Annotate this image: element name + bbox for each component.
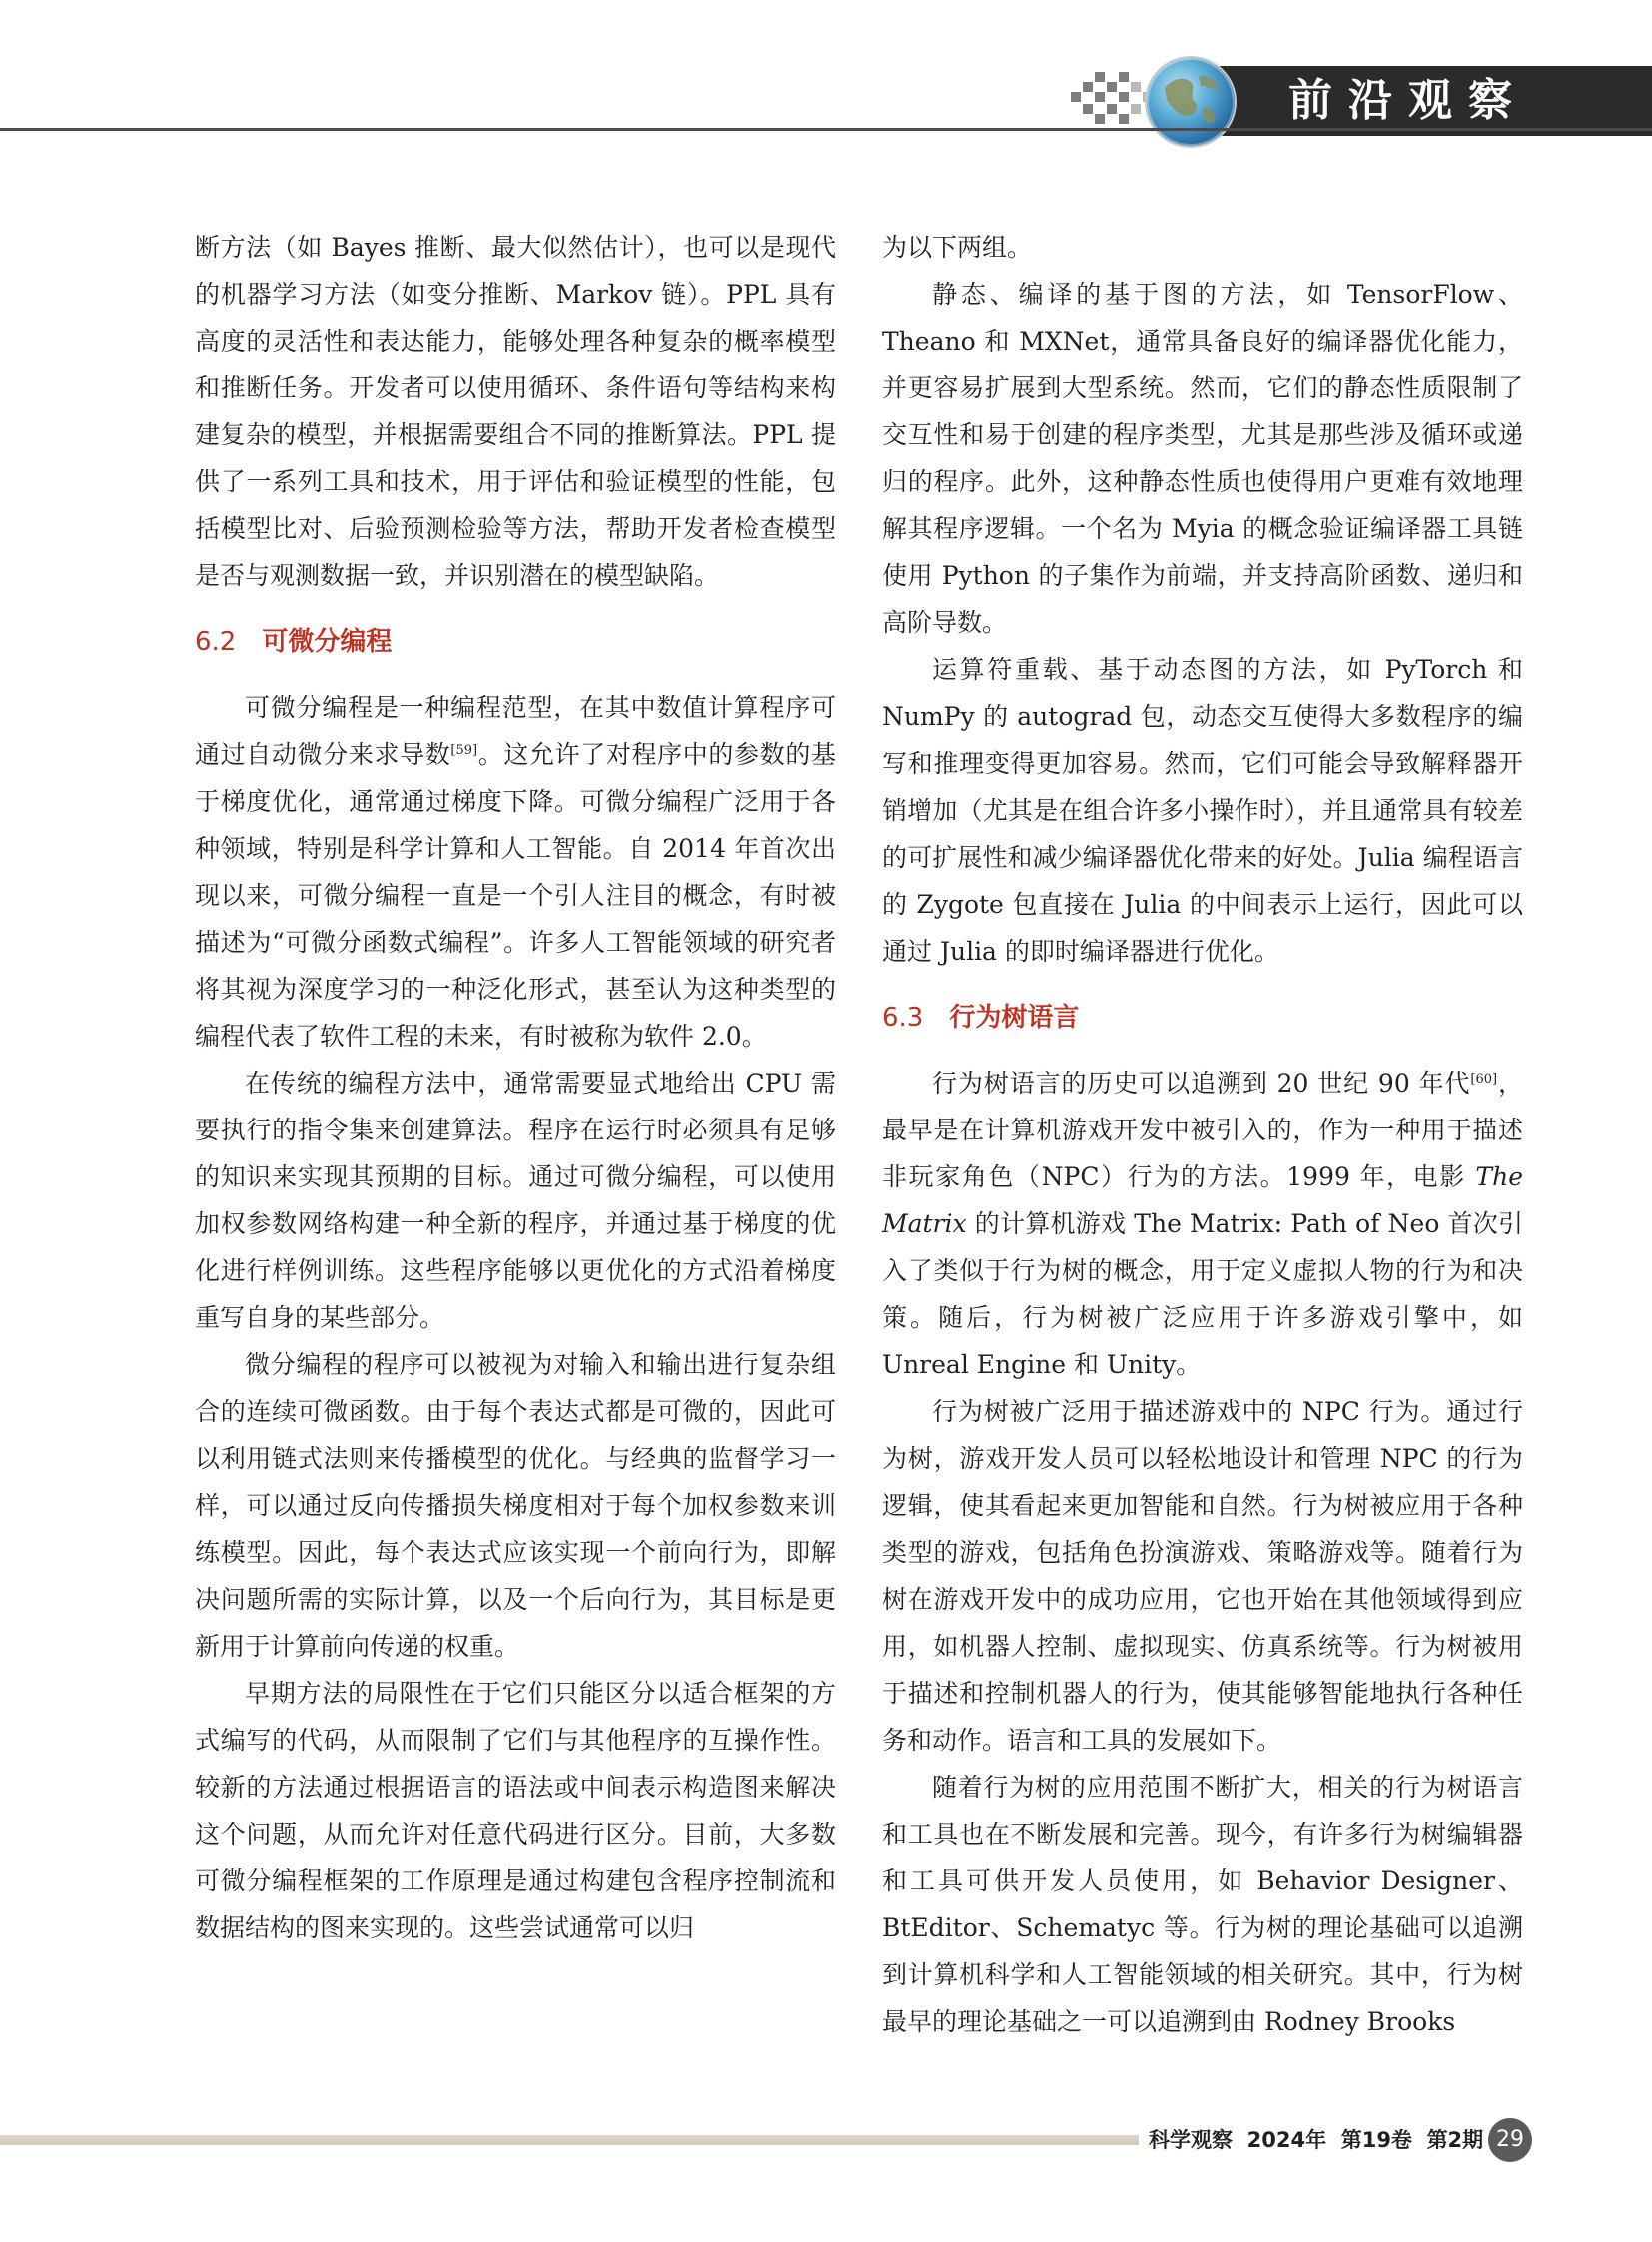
section-heading-6-3 — [882, 994, 1523, 1042]
footer-band — [0, 2135, 1139, 2145]
text-run: 。这允许了对程序中的参数的基于梯度优化，通常通过梯度下降。可微分编程广泛用于各种领域，特别是科学计算和人工智能。自 2014 年首次出现以来，可微分编程一直是一个引人注目的概念，有时被描述为“可微分函数式编程”。许多人工智能领域的研究者将其视为深度学习的一种泛化形式，甚至认为这种类型的编程代表了软件工程的未来，有时被称为软件 2.0。 — [195, 740, 836, 1051]
paragraph — [195, 684, 836, 1060]
footer-journal-info — [1149, 2123, 1483, 2157]
film-title: The Matrix — [882, 1162, 1523, 1238]
journal-issue: 第2期 — [1426, 2128, 1484, 2152]
paragraph: 早期方法的局限性在于它们只能区分以适合框架的方式编写的代码，从而限制了它们与其他程序的互操作性。较新的方法通过根据语言的语法或中间表示构造图来解决这个问题，从而允许对任意代码进行区分。目前，大多数可微分编程框架的工作原理是通过构建包含程序控制流和数据结构的图来实现的。这些尝试通常可以归 — [195, 1679, 836, 1942]
heading-number: 6.2 — [195, 627, 237, 657]
page-number: 29 — [1488, 2118, 1532, 2162]
journal-volume: 第19卷 — [1340, 2128, 1412, 2152]
text-run: 的计算机游戏 The Matrix: Path of Neo 首次引入了类似于行为树的概念，用于定义虚拟人物的行为和决策。随后，行为树被广泛应用于许多游戏引擎中，如 Unreal Engine 和 Unity。 — [882, 1209, 1523, 1379]
paragraph: 微分编程的程序可以被视为对输入和输出进行复杂组合的连续可微函数。由于每个表达式都是可微的，因此可以利用链式法则来传播模型的优化。与经典的监督学习一样，可以通过反向传播损失梯度相对于每个加权参数来训练模型。因此，每个表达式应该实现一个前向行为，即解决问题所需的实际计算，以及一个后向行为，其目标是更新用于计算前向传递的权重。 — [195, 1350, 836, 1661]
heading-number: 6.3 — [882, 1003, 924, 1033]
heading-title: 可微分编程 — [262, 627, 393, 657]
paragraph: 运算符重载、基于动态图的方法，如 PyTorch 和 NumPy 的 autograd 包，动态交互使得大多数程序的编写和推理变得更加容易。然而，它们可能会导致解释器开销增加（尤其是在组合许多小操作时），并且通常具有较差的可扩展性和减少编译器优化带来的好处。Julia 编程语言的 Zygote 包直接在 Julia 的中间表示上运行，因此可以通过 Julia 的即时编译器进行优化。 — [882, 655, 1523, 966]
paragraph — [882, 1060, 1523, 1388]
globe-icon — [1147, 58, 1235, 146]
journal-year: 2024年 — [1246, 2128, 1327, 2152]
text-run: 行为树语言的历史可以追溯到 20 世纪 90 年代 — [932, 1069, 1471, 1098]
paragraph: 随着行为树的应用范围不断扩大，相关的行为树语言和工具也在不断发展和完善。现今，有许多行为树编辑器和工具可供开发人员使用，如 Behavior Designer、BtEditor、Schematyc 等。行为树的理论基础可以追溯到计算机科学和人工智能领域的相关研究。其中，行为树最早的理论基础之一可以追溯到由 Rodney Brooks — [882, 1773, 1523, 2036]
page-header — [0, 0, 1652, 140]
section-title: 前沿观察 — [1288, 75, 1528, 126]
paragraph: 断方法（如 Bayes 推断、最大似然估计），也可以是现代的机器学习方法（如变分推断、Markov 链）。PPL 具有高度的灵活性和表达能力，能够处理各种复杂的概率模型和推断任务。开发者可以使用循环、条件语句等结构来构建复杂的模型，并根据需要组合不同的推断算法。PPL 提供了一系列工具和技术，用于评估和验证模型的性能，包括模型比对、后验预测检验等方法，帮助开发者检查模型是否与观测数据一致，并识别潜在的模型缺陷。 — [195, 233, 836, 590]
text-run: ，最早是在计算机游戏开发中被引入的，作为一种用于描述非玩家角色（NPC）行为的方法。1999 年，电影 — [882, 1069, 1523, 1191]
right-column — [882, 224, 1523, 2045]
header-rule — [0, 128, 1652, 131]
paragraph: 静态、编译的基于图的方法，如 TensorFlow、Theano 和 MXNet，通常具备良好的编译器优化能力，并更容易扩展到大型系统。然而，它们的静态性质限制了交互性和易于创建的程序类型，尤其是那些涉及循环或递归的程序。此外，这种静态性质也使得用户更难有效地理解其程序逻辑。一个名为 Myia 的概念验证编译器工具链使用 Python 的子集作为前端，并支持高阶函数、递归和高阶导数。 — [882, 280, 1523, 637]
text-run: 可微分编程是一种编程范型，在其中数值计算程序可通过自动微分来求导数 — [195, 693, 836, 769]
paragraph: 为以下两组。 — [882, 233, 1033, 262]
citation-ref: [59] — [450, 743, 478, 758]
left-column — [195, 224, 836, 1951]
citation-ref: [60] — [1470, 1072, 1498, 1087]
paragraph: 在传统的编程方法中，通常需要显式地给出 CPU 需要执行的指令集来创建算法。程序在运行时必须具有足够的知识来实现其预期的目标。通过可微分编程，可以使用加权参数网络构建一种全新的程序，并通过基于梯度的优化进行样例训练。这些程序能够以更优化的方式沿着梯度重写自身的某些部分。 — [195, 1069, 836, 1332]
heading-title: 行为树语言 — [949, 1003, 1080, 1033]
journal-name: 科学观察 — [1149, 2128, 1233, 2152]
section-heading-6-2 — [195, 618, 836, 666]
paragraph: 行为树被广泛用于描述游戏中的 NPC 行为。通过行为树，游戏开发人员可以轻松地设计和管理 NPC 的行为逻辑，使其看起来更加智能和自然。行为树被应用于各种类型的游戏，包括角色扮演游戏、策略游戏等。随着行为树在游戏开发中的成功应用，它也开始在其他领域得到应用，如机器人控制、虚拟现实、仿真系统等。行为树被用于描述和控制机器人的行为，使其能够智能地执行各种任务和动作。语言和工具的发展如下。 — [882, 1397, 1523, 1755]
